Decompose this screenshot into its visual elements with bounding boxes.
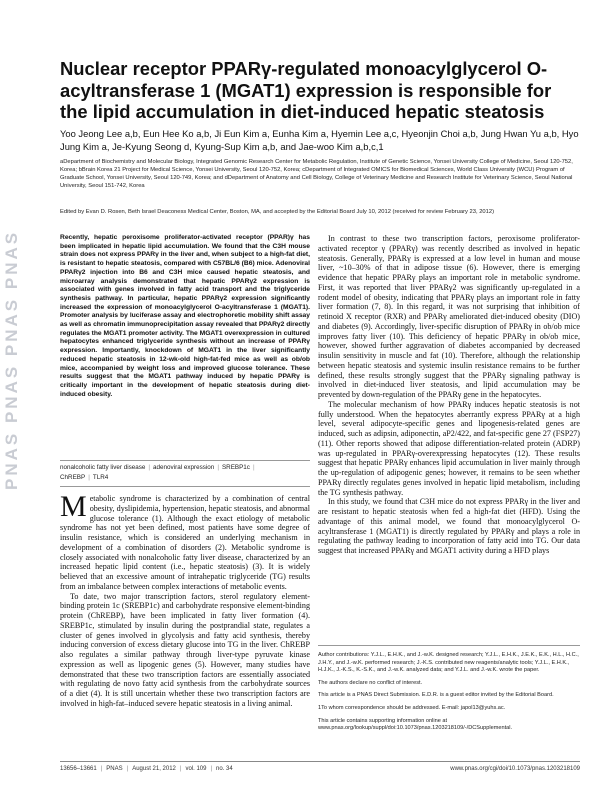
page-range: 13656–13661: [60, 766, 97, 772]
doi-link[interactable]: www.pnas.org/cgi/doi/10.1073/pnas.1203218109: [450, 766, 580, 772]
keyword: nonalcoholic fatty liver disease: [60, 464, 146, 471]
body-paragraph: The molecular mechanism of how PPARγ induces hepatic steatosis is not fully understood. When the hepatocytes aberrantly express PPARγ at a high level, several adipocyte-specific genes and lipogenesis-related genes are induced, such as adipsin, adiponectin, aP2/422, and fat-specific gene 27 (FSP27) (11). Other reports showed that adipose differentiation-related protein (ADRP) was up-regulated in PPARγ-overexpressing hepatocytes (12). These results suggest that hepatic PPARγ enhances lipid accumulation in liver mainly through the up-regulation of adipogenic genes; however, it remains to be seen whether PPARγ directly regulates genes involved in hepatic lipid metabolism, including the TG synthesis pathway.: [318, 399, 580, 497]
keywords: nonalcoholic fatty liver disease | adenoviral expression | SREBP1c | ChREBP | TLR4: [60, 460, 310, 487]
journal-sidebar: [0, 0, 22, 803]
issue-date: August 21, 2012: [132, 766, 176, 772]
issue-number: no. 34: [216, 766, 233, 772]
article-notes: [318, 645, 580, 738]
author-contributions: Author contributions: Y.J.L., E.H.K., and J.-w.K. designed research; Y.J.L., E.H.K., J.E.K., E.K., H.L., H.C., J.H.Y., and J.-w.K. performed research; J.-K.S. contributed new reagents/analytic tools; Y.J.L., E.H.K., H.J.K., J.-K.S., K.-S.K., and J.-w.K. analyzed data; and Y.J.L. and J.-w.K. wrote the paper.: [318, 652, 579, 674]
author-list: Yoo Jeong Lee a,b, Eun Hee Ko a,b, Ji Eun Kim a, Eunha Kim a, Hyemin Lee a,c, Hyeonjin Choi a,b, Jung Hwan Yu a,b, Hyo Jung Kim a, Je-Kyung Seong d, Kyung-Sup Kim a,b, and Jae-woo Kim a,b,c,1: [60, 128, 579, 152]
abstract: Recently, hepatic peroxisome proliferator-activated receptor (PPAR)γ has been implicated in hepatic lipid accumulation. We found that the C3H mouse strain does not express PPARγ in the liver and, when subject to a high-fat diet, is resistant to hepatic steatosis, compared with C57BL/6 (B6) mice. Adenoviral PPARγ2 injection into B6 and C3H mice caused hepatic steatosis, and microarray analysis demonstrated that hepatic PPARγ2 expression is associated with genes involved in fatty acid transport and the triglyceride synthesis pathway. In particular, hepatic PPARγ2 expression significantly increased the expression of monoacylglycerol O-acyltransferase 1 (MGAT1). Promoter analysis by luciferase assay and electrophoretic mobility shift assay as well as chromatin immunoprecipitation assay revealed that PPARγ2 directly regulates the MGAT1 promoter activity. The MGAT1 overexpression in cultured hepatocytes enhanced triglyceride synthesis without an increase of PPARγ expression. Importantly, knockdown of MGAT1 in the liver significantly reduced hepatic steatosis in 12-wk-old high-fat-fed mice as well as ob/ob mice, accompanied by weight loss and improved glucose tolerance. These results suggest that the MGAT1 pathway induced by hepatic PPARγ is critically important in the development of hepatic steatosis during diet-induced obesity.: [60, 234, 311, 398]
supporting-info-link[interactable]: This article contains supporting information online at www.pnas.org/lookup/suppl/doi:10.1073/pnas.1203218109/-/DCSupplemental.: [318, 717, 513, 732]
journal-sidebar-text: PNAS PNAS PNAS PNAS: [2, 229, 21, 490]
keyword: ChREBP: [60, 474, 86, 481]
keyword: adenoviral expression: [153, 464, 215, 471]
intro-paragraph: To date, two major transcription factors, sterol regulatory element-binding protein 1c (SREBP1c) and carbohydrate responsive element-binding protein (ChREBP), have been implicated in fatty liver formation (4). SREBP1c, stimulated by insulin during the postprandial state, regulates a cluster of genes involved in glycolysis and fatty acid synthesis, thereby inducing conversion of excess dietary glucose into TG in the liver. ChREBP also regulates a similar pathway through liver-type pyruvate kinase expression as well as lipogenic genes (5). However, many studies have demonstrated that these two transcription factors are essentially associated with regulating de novo fatty acid synthesis from the carbohydrate sources of a diet (4). It is still uncertain whether these two transcription factors are involved in high-fat–induced severe hepatic steatosis in a living animal.: [60, 591, 310, 708]
body-paragraph: In contrast to these two transcription factors, peroxisome proliferator-activated receptor γ (PPARγ) was recently described as involved in hepatic steatosis. Generally, PPARγ is expressed at a low level in human and mouse liver, ~10–30% of that in adipose tissue (6). However, there is emerging evidence that hepatic PPARγ plays an important role in metabolic syndrome. First, it was reported that liver PPARγ2 was significantly up-regulated in a rodent model of obesity, indicating that PPARγ plays an important role in fatty liver formation (7, 8). In this regard, it was not surprising that inhibition of retinoid X receptor (RXR) and PPARγ ameliorated diet-induced obesity (DIO) and diabetes (9). Accordingly, liver-specific disruption of PPARγ in ob/ob mice improves fatty liver (10). This deficiency of hepatic PPARγ in ob/ob mice, however, showed further aggravation of diabetes accompanied by decreased insulin sensitivity in muscle and fat (10). Therefore, although the relationship between hepatic steatosis and systemic insulin resistance remains to be further defined, these results strongly suggest that the PPARγ signaling pathway is involved in diet-induced liver steatosis, and lipid accumulation may be prevented by down-regulation of the PPARγ gene in the hepatocytes.: [318, 234, 580, 399]
conflict-statement: The authors declare no conflict of interest.: [318, 679, 423, 686]
drop-cap: M: [60, 490, 87, 523]
article-title: Nuclear receptor PPARγ-regulated monoacylglycerol O-acyltransferase 1 (MGAT1) expression is responsible for the lipid accumulation in diet-induced hepatic steatosis: [60, 58, 552, 122]
introduction-column: [60, 490, 310, 709]
page-footer: [60, 761, 580, 773]
journal-name: PNAS: [106, 766, 123, 772]
volume: vol. 109: [185, 766, 207, 772]
correspondence: 1To whom correspondence should be addressed. E-mail: japol13@yuhs.ac.: [318, 704, 506, 711]
submission-note: This article is a PNAS Direct Submission. E.D.R. is a guest editor invited by the Editorial Board.: [318, 692, 554, 699]
edited-by: Edited by Evan D. Rosen, Beth Israel Deaconess Medical Center, Boston, MA, and accepted by the Editorial Board July 10, 2012 (received for review February 23, 2012): [60, 209, 495, 215]
keyword: TLR4: [92, 474, 109, 481]
body-column-right: [318, 234, 580, 556]
footer-citation: 13656–13661 | PNAS | August 21, 2012 | vol. 109 | no. 34: [60, 766, 233, 772]
intro-paragraph: Metabolic syndrome is characterized by a combination of central obesity, dyslipidemia, hypertension, hepatic steatosis, and abnormal glucose tolerance (1). Although the exact etiology of metabolic syndrome has not yet been defined, most patients have some degree of insulin resistance, which is considered an underlying mechanism in development of a combination of disorders (2). Metabolic syndrome is closely associated with nonalcoholic fatty liver disease, characterized by an increased hepatic lipid content (i.e., hepatic steatosis) (3). It is widely believed that an excessive amount of intrahepatic triglyceride (TG) results from an imbalance between complex interactions of metabolic events.: [60, 490, 310, 591]
affiliations: aDepartment of Biochemistry and Molecular Biology, Integrated Genomic Research Center for Metabolic Regulation, Institute of Genetic Science, Yonsei University College of Medicine, Seoul 120-752, Korea; bBrain Korea 21 Project for Medical Science, Yonsei University, Seoul 120-752, Korea; cDepartment of Integrated OMICS for Biomedical Sciences, World Class University (WCU) Program of Graduate School, Yonsei University, Seoul 120-749, Korea; and dDepartment of Anatomy and Cell Biology, College of Veterinary Medicine and Research Institute for Veterinary Science, Seoul National University, Seoul 151-742, Korea: [60, 159, 573, 189]
keyword: SREBP1c: [221, 464, 250, 471]
body-paragraph: In this study, we found that C3H mice do not express PPARγ in the liver and are resistant to hepatic steatosis when fed a high-fat diet (HFD). Using the advantage of this animal model, we found that monoacylglycerol O-acyltransferase 1 (MGAT1) is directly regulated by PPARγ and plays a role in regulating the pathway leading to incorporation of fatty acid into TG. Our data suggest that increased PPARγ and MGAT1 activity during a HFD plays: [318, 497, 580, 555]
